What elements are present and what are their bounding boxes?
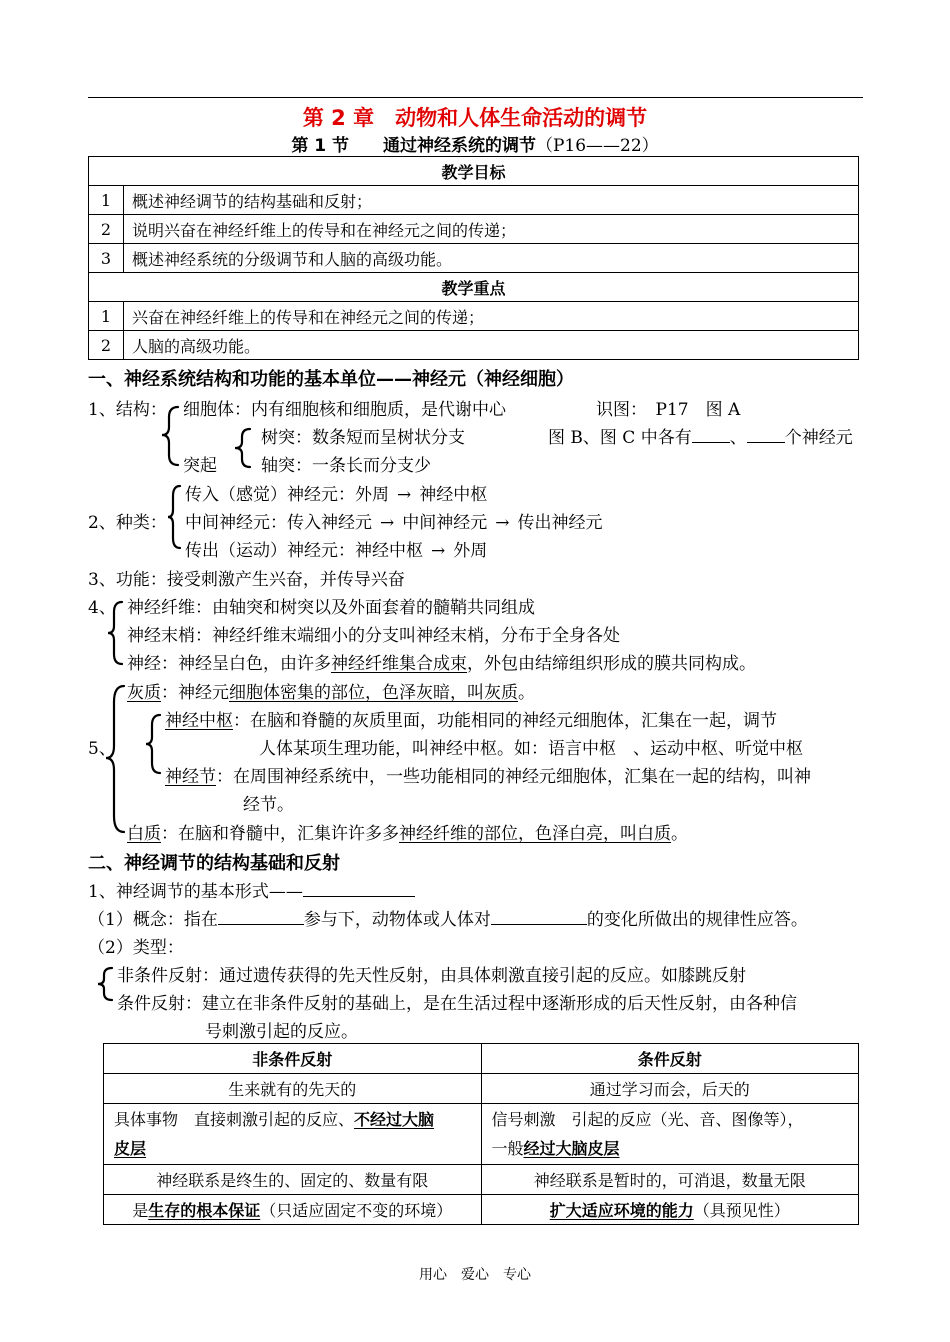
center-a: ：在脑和脊髓的灰质里面，功能相同的神经元细胞体，汇集在一起，调节 <box>233 711 777 731</box>
gray-b: 。 <box>518 683 535 703</box>
afferent-target: 神经中枢 <box>419 485 488 505</box>
table-row <box>89 331 859 360</box>
column-header: 条件反射 <box>481 1044 859 1074</box>
basic-form-text: 1、神经调节的基本形式—— <box>88 882 303 902</box>
key-num: 2 <box>89 331 124 360</box>
table-cell: 生来就有的先天的 <box>104 1074 482 1104</box>
table-cell <box>104 1195 482 1225</box>
white-matter <box>127 819 688 844</box>
nerve-definition <box>127 649 756 674</box>
section1-heading: 一、神经系统结构和功能的基本单位——神经元（神经细胞） <box>88 369 574 390</box>
inter-mid: 中间神经元 <box>402 513 488 533</box>
afferent-neuron <box>185 480 487 505</box>
unconditioned-reflex: 非条件反射：通过遗传获得的先天性反射，由具体刺激直接引起的反应。如膝跳反射 <box>117 966 746 986</box>
ganglion <box>165 762 811 787</box>
answer-blank[interactable] <box>491 908 587 925</box>
goal-text: 概述神经系统的分级调节和人脑的高级功能。 <box>124 244 859 273</box>
table-cell: 神经联系是终生的、固定的、数量有限 <box>104 1165 482 1195</box>
nerve-center <box>165 706 777 731</box>
structure-brace <box>160 405 180 467</box>
keys-header: 教学重点 <box>89 273 859 302</box>
inter-neuron <box>185 508 603 533</box>
section-title <box>0 131 950 156</box>
table-row <box>104 1165 859 1195</box>
cell-text: （具预见性） <box>693 1201 790 1220</box>
efferent-target: 外周 <box>453 541 488 561</box>
concept-line <box>88 905 808 930</box>
table-row <box>89 302 859 331</box>
afferent-text: 传入（感觉）神经元：外周 <box>185 485 389 505</box>
goals-table <box>88 156 859 360</box>
table-row <box>104 1044 859 1074</box>
table-row <box>89 215 859 244</box>
top-rule <box>88 97 863 98</box>
cell-emphasis: 扩大适应环境的能力 <box>549 1201 694 1220</box>
inter-target: 传出神经元 <box>517 513 603 533</box>
key-text: 人脑的高级功能。 <box>124 331 859 360</box>
table-row <box>104 1074 859 1104</box>
section2-heading: 二、神经调节的结构基础和反射 <box>88 853 340 874</box>
center-brace <box>144 713 162 775</box>
types-label: 2、种类： <box>88 513 167 533</box>
white-a: ：在脑和脊髓中，汇集许许多多 <box>161 824 399 844</box>
concept-b: 参与下，动物体或人体对 <box>303 910 491 930</box>
column-header: 非条件反射 <box>104 1044 482 1074</box>
gray-term: 灰质 <box>127 683 161 703</box>
page-footer: 用心 爱心 专心 <box>419 1267 531 1283</box>
item5-label: 5、 <box>88 739 116 759</box>
arrow-icon: → <box>380 513 395 533</box>
white-underlined: 神经纤维的部位，色泽白亮，叫白质 <box>399 824 671 844</box>
cell-emphasis: 经过大脑皮层 <box>523 1139 620 1158</box>
dendrite-text: 树突：数条短而呈树状分支 <box>261 428 465 448</box>
inter-text: 中间神经元：传入神经元 <box>185 513 372 533</box>
goal-num: 2 <box>89 215 124 244</box>
table-cell <box>104 1104 482 1165</box>
figure-question-b: 个神经元 <box>784 428 853 448</box>
axon-text: 轴突：一条长而分支少 <box>261 456 431 476</box>
goal-num: 1 <box>89 186 124 215</box>
reflex-brace <box>96 966 114 1002</box>
answer-blank[interactable] <box>218 908 304 925</box>
white-term: 白质 <box>127 824 161 844</box>
figure-question <box>548 423 853 448</box>
section-title-text: 第 1 节 通过神经系统的调节 <box>291 136 536 156</box>
arrow-icon: → <box>431 541 446 561</box>
goal-text: 概述神经调节的结构基础和反射； <box>124 186 859 215</box>
nerve-underlined: 神经纤维集合成束 <box>331 654 467 674</box>
nerve-fiber: 神经纤维：由轴突和树突以及外面套着的髓鞘共同组成 <box>127 598 535 618</box>
table-row <box>89 186 859 215</box>
ganglion-a: ：在周围神经系统中，一些功能相同的神经元细胞体，汇集在一起的结构，叫神 <box>216 767 811 787</box>
efferent-text: 传出（运动）神经元：神经中枢 <box>185 541 423 561</box>
answer-blank[interactable] <box>747 426 785 443</box>
ganglion-term: 神经节 <box>165 767 216 787</box>
item4-label: 4、 <box>88 598 116 618</box>
process-brace <box>232 427 252 469</box>
cell-text: 信号刺激 引起的反应（光、音、图像等）， <box>491 1110 804 1129</box>
goals-header: 教学目标 <box>89 157 859 186</box>
table-row <box>104 1195 859 1225</box>
goal-num: 3 <box>89 244 124 273</box>
table-cell: 神经联系是暂时的，可消退，数量无限 <box>481 1165 859 1195</box>
figure-question-sep: 、 <box>729 428 747 448</box>
structure-cellbody: 细胞体：内有细胞核和细胞质，是代谢中心 <box>183 400 506 420</box>
efferent-neuron <box>185 536 487 561</box>
function-line: 3、功能：接受刺激产生兴奋，并传导兴奋 <box>88 570 405 590</box>
table-row <box>89 244 859 273</box>
cell-text: （只适应固定不变的环境） <box>260 1201 453 1220</box>
gray-underlined: 细胞体密集的部位，色泽灰暗，叫灰质 <box>229 683 518 703</box>
arrow-icon: → <box>397 485 412 505</box>
cell-emphasis: 不经过大脑 <box>354 1110 435 1129</box>
concept-a: （1）概念：指在 <box>88 910 218 930</box>
nerve-a: 神经：神经呈白色，由许多 <box>127 654 331 674</box>
concept-c: 的变化所做出的规律性应答。 <box>586 910 808 930</box>
answer-blank[interactable] <box>303 880 415 897</box>
answer-blank[interactable] <box>692 426 730 443</box>
process-label: 突起 <box>183 456 217 476</box>
cell-text: 是 <box>132 1201 149 1220</box>
cell-text: 具体事物 直接刺激引起的反应、 <box>114 1110 355 1129</box>
nerve-ending: 神经末梢：神经纤维末端细小的分支叫神经末梢，分布于全身各处 <box>127 626 620 646</box>
key-num: 1 <box>89 302 124 331</box>
structure-label: 1、结构： <box>88 400 167 420</box>
table-cell <box>481 1104 859 1165</box>
conditioned-reflex-cont: 号刺激引起的反应。 <box>205 1022 358 1042</box>
gray-a: ：神经元 <box>161 683 229 703</box>
reflex-compare-table <box>103 1043 859 1225</box>
table-cell: 通过学习而会，后天的 <box>481 1074 859 1104</box>
center-term: 神经中枢 <box>165 711 233 731</box>
white-b: 。 <box>671 824 688 844</box>
section-pages: （P16——22） <box>535 136 659 156</box>
goal-text: 说明兴奋在神经纤维上的传导和在神经元之间的传递； <box>124 215 859 244</box>
item5-brace <box>104 684 126 834</box>
conditioned-reflex: 条件反射：建立在非条件反射的基础上，是在生活过程中逐渐形成的后天性反射，由各种信 <box>117 994 797 1014</box>
basic-form <box>88 877 415 902</box>
cell-text: 一般 <box>491 1139 524 1158</box>
chapter-title: 第 2 章 动物和人体生命活动的调节 <box>302 106 648 130</box>
types-brace <box>166 484 182 550</box>
item4-brace <box>106 600 124 666</box>
identify-figure: 识图： P17 图 A <box>596 400 741 420</box>
nerve-b: ，外包由结缔组织形成的膜共同构成。 <box>467 654 756 674</box>
ganglion-cont: 经节。 <box>243 795 294 815</box>
table-row <box>104 1104 859 1165</box>
table-cell <box>481 1195 859 1225</box>
types-line: （2）类型： <box>88 938 184 958</box>
cell-emphasis: 皮层 <box>114 1139 147 1158</box>
arrow-icon: → <box>495 513 510 533</box>
key-text: 兴奋在神经纤维上的传导和在神经元之间的传递； <box>124 302 859 331</box>
gray-matter <box>127 678 535 703</box>
cell-emphasis: 生存的根本保证 <box>148 1201 261 1220</box>
figure-question-a: 图 B、图 C 中各有 <box>548 428 692 448</box>
nerve-center-cont: 人体某项生理功能，叫神经中枢。如：语言中枢 、运动中枢、听觉中枢 <box>259 739 803 759</box>
